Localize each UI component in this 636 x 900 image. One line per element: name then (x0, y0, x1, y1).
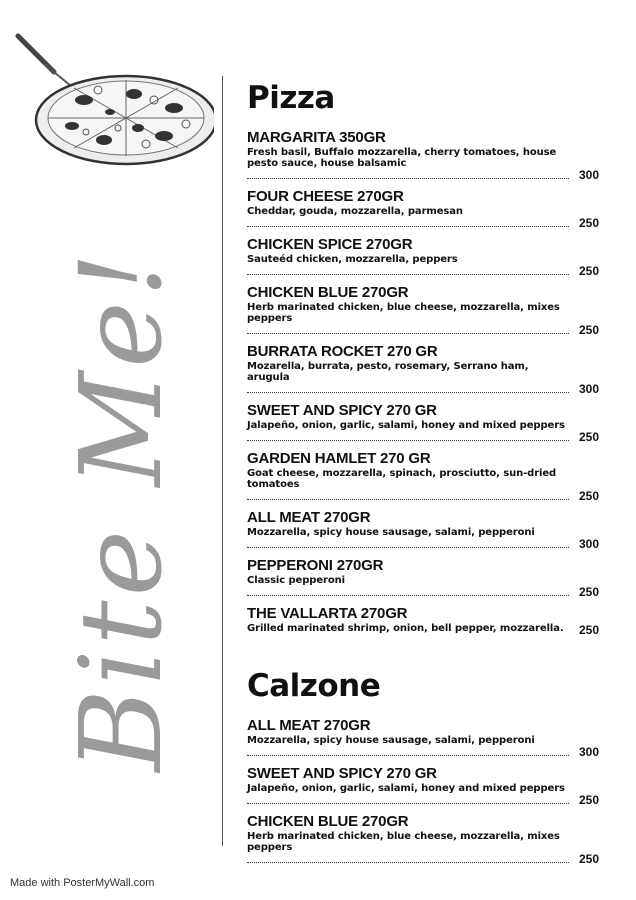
pizza-section (247, 76, 599, 637)
menu-item (247, 342, 599, 396)
item-name: CHICKEN SPICE 270GR (247, 236, 413, 253)
item-description: Fresh basil, Buffalo mozzarella, cherry tomatoes, house pesto sauce, house balsamic (247, 147, 557, 169)
item-price: 250 (578, 489, 599, 503)
menu-item (247, 283, 599, 337)
menu-item (247, 812, 599, 866)
menu-item (247, 187, 599, 230)
item-name: SWEET AND SPICY 270 GR (247, 765, 437, 782)
menu-item (247, 401, 599, 444)
menu-column (247, 76, 599, 871)
item-price: 300 (578, 168, 599, 182)
item-price: 250 (578, 623, 599, 637)
calzone-section (247, 664, 599, 866)
item-name: GARDEN HAMLET 270 GR (247, 450, 431, 467)
menu-item (247, 764, 599, 807)
item-description: Mozzarella, spicy house sausage, salami, pepperoni (247, 735, 535, 746)
pizza-illustration-icon (14, 28, 214, 168)
item-name: PEPPERONI 270GR (247, 557, 384, 574)
item-price: 300 (578, 382, 599, 396)
item-name: FOUR CHEESE 270GR (247, 188, 404, 205)
item-name: MARGARITA 350GR (247, 129, 386, 146)
item-description: Mozzarella, spicy house sausage, salami, pepperoni (247, 527, 535, 538)
item-price: 250 (578, 264, 599, 278)
menu-item (247, 128, 599, 182)
menu-item (247, 508, 599, 551)
item-price: 300 (578, 745, 599, 759)
item-name: ALL MEAT 270GR (247, 717, 371, 734)
item-name: THE VALLARTA 270GR (247, 605, 408, 622)
menu-item (247, 449, 599, 503)
item-price: 300 (578, 537, 599, 551)
item-name: CHICKEN BLUE 270GR (247, 284, 409, 301)
item-price: 250 (578, 323, 599, 337)
item-price: 250 (578, 852, 599, 866)
menu-item (247, 556, 599, 599)
item-description: Mozarella, burrata, pesto, rosemary, Serrano ham, arugula (247, 361, 529, 383)
item-description: Herb marinated chicken, blue cheese, mozzarella, mixes peppers (247, 302, 560, 324)
menu-item (247, 716, 599, 759)
item-description: Goat cheese, mozzarella, spinach, prosciutto, sun-dried tomatoes (247, 468, 557, 490)
item-description: Cheddar, gouda, mozzarella, parmesan (247, 206, 463, 217)
item-price: 250 (578, 216, 599, 230)
item-description: Jalapeño, onion, garlic, salami, honey and mixed peppers (247, 420, 565, 431)
item-price: 250 (578, 585, 599, 599)
item-description: Sauteéd chicken, mozzarella, peppers (247, 254, 458, 265)
item-name: ALL MEAT 270GR (247, 509, 371, 526)
footer-credit: Made with PosterMyWall.com (10, 877, 155, 889)
item-name: BURRATA ROCKET 270 GR (247, 343, 438, 360)
item-price: 250 (578, 793, 599, 807)
item-price: 250 (578, 430, 599, 444)
section-title-pizza: Pizza (247, 80, 335, 116)
item-description: Grilled marinated shrimp, onion, bell pepper, mozzarella. (247, 623, 564, 634)
item-name: CHICKEN BLUE 270GR (247, 813, 409, 830)
item-name: SWEET AND SPICY 270 GR (247, 402, 437, 419)
item-description: Classic pepperoni (247, 575, 345, 586)
vertical-divider (222, 76, 223, 846)
item-description: Jalapeño, onion, garlic, salami, honey and mixed peppers (247, 783, 565, 794)
section-title-calzone: Calzone (247, 668, 381, 704)
menu-item (247, 235, 599, 278)
menu-item (247, 604, 599, 637)
vertical-brand-title: Bite Me! (57, 248, 187, 772)
item-description: Herb marinated chicken, blue cheese, mozzarella, mixes peppers (247, 831, 560, 853)
